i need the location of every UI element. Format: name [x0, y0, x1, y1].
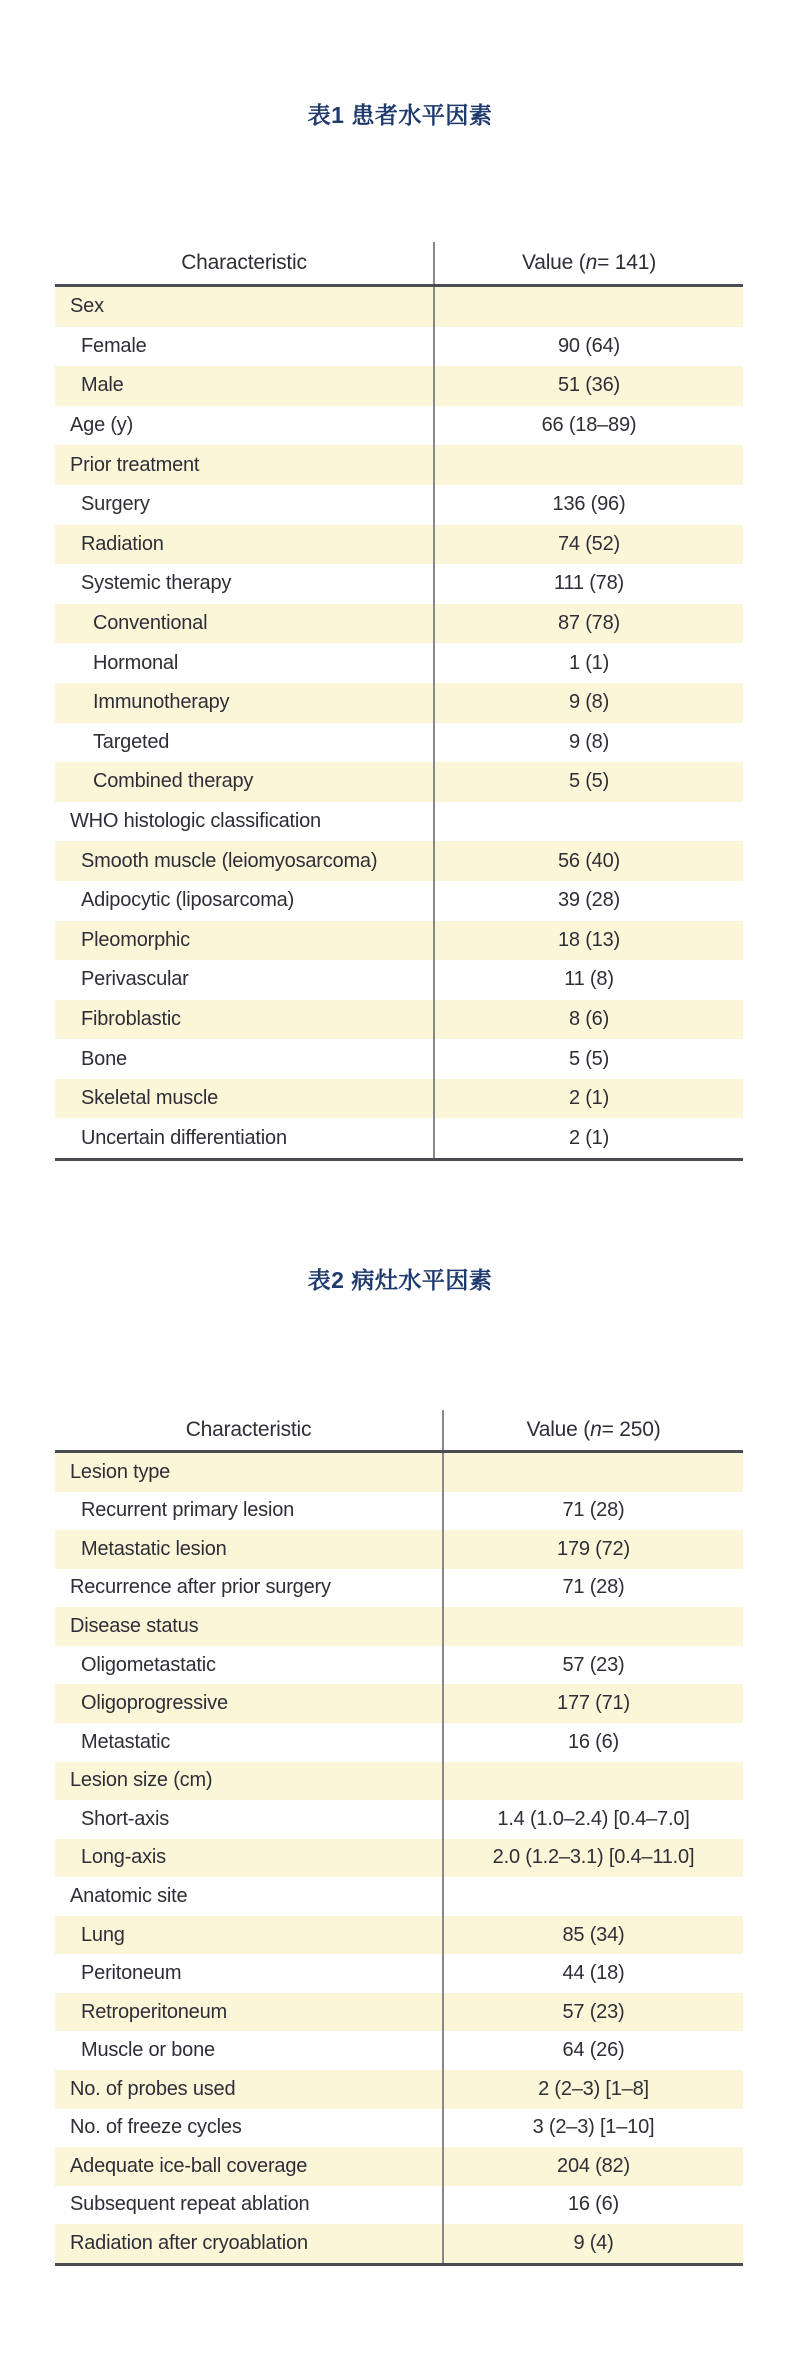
- table-row: [55, 1684, 743, 1723]
- row-value: 9 (8): [433, 683, 743, 723]
- row-value: [433, 802, 743, 842]
- table-row: [55, 1118, 743, 1158]
- value-header-n-italic: n: [585, 251, 598, 274]
- table-row: [55, 1039, 743, 1079]
- table-row: [55, 1839, 743, 1878]
- row-label: Subsequent repeat ablation: [70, 2193, 310, 2216]
- row-label: Immunotherapy: [93, 691, 230, 714]
- table-row: [55, 2031, 743, 2070]
- row-label: Targeted: [93, 730, 170, 753]
- row-value: 18 (13): [433, 921, 743, 961]
- table-row: [55, 1954, 743, 1993]
- table-row: [55, 1723, 743, 1762]
- table-row: [55, 525, 743, 565]
- row-value: 90 (64): [433, 327, 743, 367]
- row-label: Adipocytic (liposarcoma): [81, 889, 295, 912]
- row-label: Oligometastatic: [81, 1653, 216, 1676]
- row-label: Retroperitoneum: [81, 2000, 227, 2023]
- table1-header-row: [55, 242, 743, 287]
- row-label: Radiation: [81, 532, 164, 555]
- table-row: [55, 762, 743, 802]
- row-value: 51 (36): [433, 366, 743, 406]
- row-value: 2.0 (1.2–3.1) [0.4–11.0]: [442, 1839, 743, 1878]
- value-header-text: = 250): [601, 1418, 661, 1441]
- row-value: 1.4 (1.0–2.4) [0.4–7.0]: [442, 1800, 743, 1839]
- table-row: [55, 604, 743, 644]
- row-value: 2 (1): [433, 1118, 743, 1158]
- row-label: Radiation after cryoablation: [70, 2232, 308, 2255]
- row-label: Male: [81, 374, 124, 397]
- row-label: Combined therapy: [93, 770, 254, 793]
- value-header-n-italic: n: [590, 1418, 602, 1441]
- table2-caption: 表2 病灶水平因素: [307, 1267, 493, 1293]
- value-header-text: Value (: [521, 251, 586, 274]
- table2-header-row: [55, 1410, 743, 1453]
- table2-body: [55, 1453, 743, 2263]
- table-row: [55, 881, 743, 921]
- row-value: 5 (5): [433, 762, 743, 802]
- row-value: 56 (40): [433, 841, 743, 881]
- row-label: Hormonal: [93, 651, 179, 674]
- row-label: Surgery: [81, 493, 150, 516]
- table-row: [55, 2224, 743, 2263]
- table-row: [55, 643, 743, 683]
- row-label: Pleomorphic: [81, 928, 190, 951]
- row-value: 57 (23): [442, 1646, 743, 1685]
- table-row: [55, 1916, 743, 1955]
- row-value: 64 (26): [442, 2031, 743, 2070]
- table-row: [55, 1492, 743, 1531]
- table-row: [55, 1607, 743, 1646]
- value-header-text: = 141): [597, 251, 656, 274]
- row-label: Metastatic: [81, 1730, 171, 1753]
- row-label: Uncertain differentiation: [81, 1126, 287, 1149]
- table-row: [55, 2109, 743, 2148]
- row-label: Perivascular: [81, 968, 189, 991]
- table-row: [55, 1646, 743, 1685]
- row-value: 16 (6): [442, 1723, 743, 1762]
- row-value: 9 (4): [442, 2224, 743, 2263]
- table-row: [55, 485, 743, 525]
- table-row: [55, 2186, 743, 2225]
- row-label: Prior treatment: [70, 453, 200, 476]
- table-row: [55, 723, 743, 763]
- row-label: Long-axis: [81, 1846, 166, 1869]
- row-value: 177 (71): [442, 1684, 743, 1723]
- table-row: [55, 1800, 743, 1839]
- row-label: No. of probes used: [70, 2077, 236, 2100]
- row-label: Peritoneum: [81, 1962, 182, 1985]
- row-label: Short-axis: [81, 1807, 170, 1830]
- row-value: 8 (6): [433, 1000, 743, 1040]
- row-label: Fibroblastic: [81, 1007, 181, 1030]
- table-row: [55, 2147, 743, 2186]
- row-value: 11 (8): [433, 960, 743, 1000]
- row-label: Lung: [81, 1923, 125, 1946]
- row-value: 111 (78): [433, 564, 743, 604]
- row-value: 5 (5): [433, 1039, 743, 1079]
- row-value: 1 (1): [433, 643, 743, 683]
- row-label: Age (y): [70, 414, 134, 437]
- row-label: Systemic therapy: [81, 572, 232, 595]
- table-row: [55, 1877, 743, 1916]
- row-value: [442, 1762, 743, 1801]
- table2-characteristic-column-header: Characteristic: [185, 1418, 312, 1441]
- row-label: Recurrent primary lesion: [81, 1499, 295, 1522]
- table-row: [55, 1453, 743, 1492]
- row-value: 2 (2–3) [1–8]: [442, 2070, 743, 2109]
- row-value: [433, 287, 743, 327]
- row-label: Disease status: [70, 1615, 199, 1638]
- value-header-text: Value (: [526, 1418, 591, 1441]
- table2: [55, 1410, 743, 2266]
- row-value: 2 (1): [433, 1079, 743, 1119]
- row-label: No. of freeze cycles: [70, 2116, 242, 2139]
- row-label: Recurrence after prior surgery: [70, 1576, 331, 1599]
- table-row: [55, 1530, 743, 1569]
- row-value: 71 (28): [442, 1569, 743, 1608]
- row-value: [442, 1453, 743, 1492]
- table-row: [55, 406, 743, 446]
- row-value: 136 (96): [433, 485, 743, 525]
- table-row: [55, 1993, 743, 2032]
- row-label: WHO histologic classification: [70, 810, 321, 833]
- row-value: 44 (18): [442, 1954, 743, 1993]
- table-row: [55, 1569, 743, 1608]
- row-label: Metastatic lesion: [81, 1537, 227, 1560]
- row-label: Lesion size (cm): [70, 1769, 213, 1792]
- table-row: [55, 921, 743, 961]
- table-row: [55, 841, 743, 881]
- row-label: Muscle or bone: [81, 2039, 215, 2062]
- row-label: Conventional: [93, 612, 208, 635]
- table1-caption: 表1 患者水平因素: [307, 102, 493, 128]
- row-value: 57 (23): [442, 1993, 743, 2032]
- row-label: Anatomic site: [70, 1884, 188, 1907]
- table-row: [55, 287, 743, 327]
- row-value: 204 (82): [442, 2147, 743, 2186]
- table2-value-column-header: [442, 1410, 743, 1450]
- table-row: [55, 564, 743, 604]
- row-label: Sex: [70, 295, 104, 318]
- table-row: [55, 327, 743, 367]
- table-row: [55, 683, 743, 723]
- row-value: [433, 445, 743, 485]
- table1-value-column-header: [433, 242, 743, 284]
- row-label: Bone: [81, 1047, 127, 1070]
- row-value: 71 (28): [442, 1492, 743, 1531]
- row-label: Lesion type: [70, 1460, 171, 1483]
- row-value: 85 (34): [442, 1916, 743, 1955]
- table1: [55, 242, 743, 1161]
- table-row: [55, 960, 743, 1000]
- row-value: 9 (8): [433, 723, 743, 763]
- row-value: 3 (2–3) [1–10]: [442, 2109, 743, 2148]
- table-row: [55, 802, 743, 842]
- row-label: Adequate ice-ball coverage: [70, 2154, 308, 2177]
- table-row: [55, 1762, 743, 1801]
- table-row: [55, 445, 743, 485]
- row-label: Oligoprogressive: [81, 1692, 228, 1715]
- row-value: 16 (6): [442, 2186, 743, 2225]
- row-value: [442, 1607, 743, 1646]
- row-value: 87 (78): [433, 604, 743, 644]
- row-label: Female: [81, 334, 147, 357]
- row-value: 74 (52): [433, 525, 743, 565]
- row-label: Smooth muscle (leiomyosarcoma): [81, 849, 378, 872]
- row-value: 179 (72): [442, 1530, 743, 1569]
- table1-body: [55, 287, 743, 1158]
- row-label: Skeletal muscle: [81, 1087, 219, 1110]
- row-value: 66 (18–89): [433, 406, 743, 446]
- row-value: 39 (28): [433, 881, 743, 921]
- table-row: [55, 1000, 743, 1040]
- table1-characteristic-column-header: Characteristic: [181, 251, 307, 274]
- table-row: [55, 2070, 743, 2109]
- table-row: [55, 366, 743, 406]
- row-value: [442, 1877, 743, 1916]
- table-row: [55, 1079, 743, 1119]
